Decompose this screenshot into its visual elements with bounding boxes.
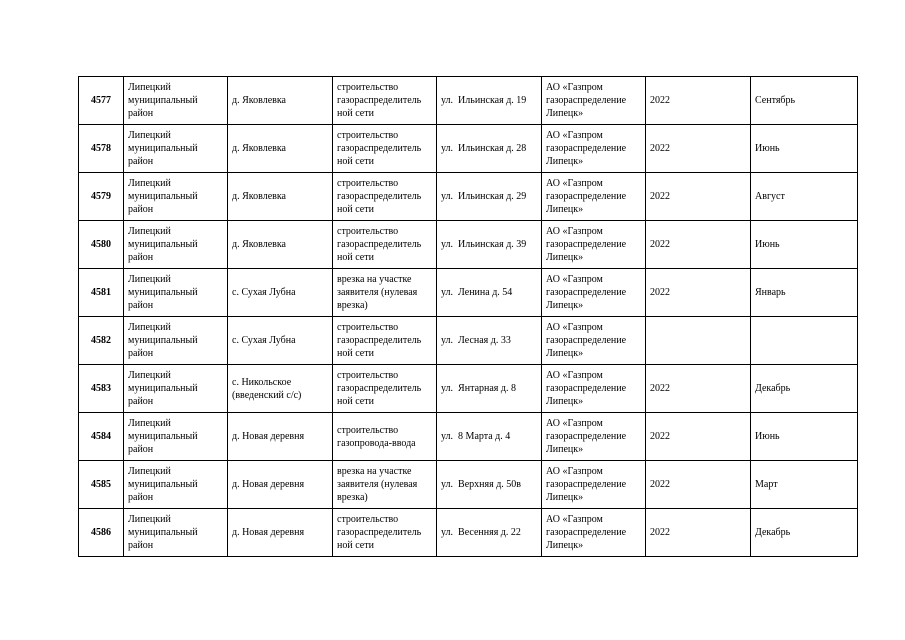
work-type-cell: строительство газораспределитель ной сети xyxy=(333,365,437,413)
table-row xyxy=(79,77,858,125)
row-number: 4580 xyxy=(79,221,124,269)
month-cell: Июнь xyxy=(751,413,858,461)
work-type-cell: строительство газораспределитель ной сети xyxy=(333,77,437,125)
address-cell: ул. Верхняя д. 50в xyxy=(437,461,542,509)
settlement-cell: с. Никольское (введенский с/с) xyxy=(228,365,333,413)
settlement-cell: с. Сухая Лубна xyxy=(228,269,333,317)
table-row xyxy=(79,125,858,173)
year-cell: 2022 xyxy=(646,125,751,173)
year-cell: 2022 xyxy=(646,365,751,413)
organization-cell: АО «Газпром газораспределение Липецк» xyxy=(542,365,646,413)
table-row xyxy=(79,317,858,365)
year-cell: 2022 xyxy=(646,461,751,509)
year-cell: 2022 xyxy=(646,173,751,221)
year-cell: 2022 xyxy=(646,413,751,461)
year-cell: 2022 xyxy=(646,269,751,317)
month-cell xyxy=(751,317,858,365)
settlement-cell: д. Яковлевка xyxy=(228,77,333,125)
organization-cell: АО «Газпром газораспределение Липецк» xyxy=(542,173,646,221)
settlement-cell: д. Новая деревня xyxy=(228,461,333,509)
work-type-cell: строительство газораспределитель ной сети xyxy=(333,509,437,557)
district-cell: Липецкий муниципальный район xyxy=(124,413,228,461)
district-cell: Липецкий муниципальный район xyxy=(124,125,228,173)
organization-cell: АО «Газпром газораспределение Липецк» xyxy=(542,125,646,173)
row-number: 4581 xyxy=(79,269,124,317)
table-row xyxy=(79,173,858,221)
work-type-cell: строительство газораспределитель ной сети xyxy=(333,317,437,365)
settlement-cell: д. Новая деревня xyxy=(228,413,333,461)
work-type-cell: строительство газопровода-ввода xyxy=(333,413,437,461)
row-number: 4578 xyxy=(79,125,124,173)
settlement-cell: д. Яковлевка xyxy=(228,221,333,269)
row-number: 4586 xyxy=(79,509,124,557)
table-row xyxy=(79,221,858,269)
year-cell xyxy=(646,317,751,365)
table-row xyxy=(79,461,858,509)
table-row xyxy=(79,365,858,413)
address-cell: ул. Лесная д. 33 xyxy=(437,317,542,365)
district-cell: Липецкий муниципальный район xyxy=(124,77,228,125)
table-row xyxy=(79,269,858,317)
district-cell: Липецкий муниципальный район xyxy=(124,173,228,221)
year-cell: 2022 xyxy=(646,77,751,125)
organization-cell: АО «Газпром газораспределение Липецк» xyxy=(542,269,646,317)
month-cell: Сентябрь xyxy=(751,77,858,125)
month-cell: Март xyxy=(751,461,858,509)
address-cell: ул. Ильинская д. 29 xyxy=(437,173,542,221)
month-cell: Август xyxy=(751,173,858,221)
work-type-cell: врезка на участке заявителя (нулевая врезка) xyxy=(333,461,437,509)
district-cell: Липецкий муниципальный район xyxy=(124,269,228,317)
table-row xyxy=(79,413,858,461)
row-number: 4584 xyxy=(79,413,124,461)
district-cell: Липецкий муниципальный район xyxy=(124,461,228,509)
district-cell: Липецкий муниципальный район xyxy=(124,509,228,557)
address-cell: ул. Весенняя д. 22 xyxy=(437,509,542,557)
month-cell: Декабрь xyxy=(751,365,858,413)
month-cell: Июнь xyxy=(751,221,858,269)
address-cell: ул. Янтарная д. 8 xyxy=(437,365,542,413)
organization-cell: АО «Газпром газораспределение Липецк» xyxy=(542,317,646,365)
row-number: 4579 xyxy=(79,173,124,221)
settlement-cell: д. Яковлевка xyxy=(228,173,333,221)
organization-cell: АО «Газпром газораспределение Липецк» xyxy=(542,77,646,125)
table-body xyxy=(79,77,858,557)
work-type-cell: строительство газораспределитель ной сети xyxy=(333,173,437,221)
settlement-cell: д. Новая деревня xyxy=(228,509,333,557)
district-cell: Липецкий муниципальный район xyxy=(124,365,228,413)
organization-cell: АО «Газпром газораспределение Липецк» xyxy=(542,413,646,461)
address-cell: ул. Ленина д. 54 xyxy=(437,269,542,317)
row-number: 4583 xyxy=(79,365,124,413)
row-number: 4582 xyxy=(79,317,124,365)
organization-cell: АО «Газпром газораспределение Липецк» xyxy=(542,221,646,269)
month-cell: Январь xyxy=(751,269,858,317)
address-cell: ул. Ильинская д. 39 xyxy=(437,221,542,269)
organization-cell: АО «Газпром газораспределение Липецк» xyxy=(542,509,646,557)
district-cell: Липецкий муниципальный район xyxy=(124,221,228,269)
work-type-cell: строительство газораспределитель ной сети xyxy=(333,125,437,173)
settlement-cell: с. Сухая Лубна xyxy=(228,317,333,365)
table-row xyxy=(79,509,858,557)
work-type-cell: врезка на участке заявителя (нулевая врезка) xyxy=(333,269,437,317)
month-cell: Декабрь xyxy=(751,509,858,557)
address-cell: ул. Ильинская д. 28 xyxy=(437,125,542,173)
row-number: 4577 xyxy=(79,77,124,125)
gasification-table xyxy=(78,76,858,557)
work-type-cell: строительство газораспределитель ной сети xyxy=(333,221,437,269)
organization-cell: АО «Газпром газораспределение Липецк» xyxy=(542,461,646,509)
month-cell: Июнь xyxy=(751,125,858,173)
year-cell: 2022 xyxy=(646,509,751,557)
address-cell: ул. Ильинская д. 19 xyxy=(437,77,542,125)
address-cell: ул. 8 Марта д. 4 xyxy=(437,413,542,461)
row-number: 4585 xyxy=(79,461,124,509)
year-cell: 2022 xyxy=(646,221,751,269)
district-cell: Липецкий муниципальный район xyxy=(124,317,228,365)
settlement-cell: д. Яковлевка xyxy=(228,125,333,173)
